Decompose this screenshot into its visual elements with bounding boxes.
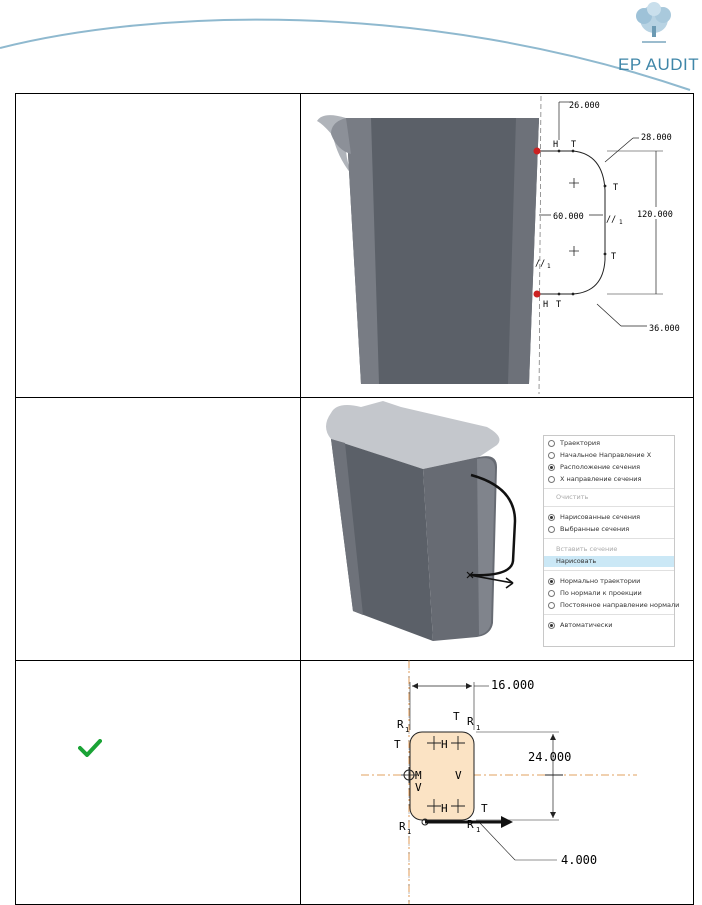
menu-item-normal-trajectory[interactable]	[544, 576, 674, 587]
constraint-index: 1	[476, 724, 481, 732]
menu-separator	[544, 538, 674, 539]
menu-separator	[544, 614, 674, 615]
dim-36: 36.000	[649, 324, 680, 334]
menu-item-label: По нормали к проекции	[560, 589, 642, 597]
menu-item-label: Нормально траектории	[560, 577, 641, 585]
constraint-t: T	[481, 802, 488, 815]
instruction-table	[15, 93, 694, 905]
constraint-index: 1	[405, 726, 410, 734]
constraint-t: T	[394, 738, 401, 751]
radio-icon	[548, 452, 555, 459]
menu-item-label: Автоматически	[560, 621, 613, 629]
menu-item-clear: Очистить	[556, 493, 589, 501]
menu-item-constant-normal[interactable]	[544, 600, 680, 611]
menu-item-label: Начальное Направление X	[560, 451, 652, 459]
constraint-r: R	[467, 715, 474, 728]
radio-icon	[548, 526, 555, 533]
dim-4: 4.000	[561, 853, 598, 867]
dim-120: 120.000	[637, 210, 673, 220]
trajectory-sketch	[301, 94, 693, 397]
constraint-t: T	[613, 183, 619, 193]
table-row	[16, 660, 693, 904]
constraint-h: H	[441, 802, 448, 815]
constraint-t: T	[453, 710, 460, 723]
sweep-context-menu	[543, 435, 680, 647]
radio-selected-icon	[548, 622, 555, 629]
dim-16: 16.000	[491, 678, 535, 692]
dim-28: 28.000	[641, 133, 672, 143]
menu-item-insert-section: Вставить сечение	[556, 545, 618, 553]
section-sketch	[301, 660, 693, 904]
constraint-t: T	[611, 252, 617, 262]
dim-26: 26.000	[569, 101, 600, 111]
menu-item-label: Траектория	[560, 439, 601, 447]
constraint-t: T	[571, 140, 577, 150]
constraint-index: 1	[407, 828, 412, 836]
menu-item-sketch[interactable]: Нарисовать	[544, 556, 674, 567]
constraint-m: M	[415, 769, 422, 782]
radio-selected-icon	[548, 578, 555, 585]
instruction-cell	[16, 397, 301, 660]
checkmark-icon	[78, 739, 102, 757]
page-header	[0, 0, 702, 95]
constraint-r: R	[467, 818, 474, 831]
menu-item-label: Выбранные сечения	[560, 525, 630, 533]
radio-selected-icon	[548, 464, 555, 471]
menu-item-label: Нарисованные сечения	[560, 513, 641, 521]
table-row	[16, 397, 693, 661]
constraint-v: V	[415, 781, 422, 794]
model-3d-view	[301, 397, 531, 660]
sketch-cell	[301, 94, 693, 397]
menu-item-section-x[interactable]	[544, 474, 674, 485]
instruction-cell	[16, 660, 301, 904]
constraint-parallel: //	[606, 215, 617, 225]
menu-item-label: Постоянное направление нормали	[560, 601, 680, 609]
dim-60: 60.000	[553, 212, 584, 222]
menu-separator	[544, 488, 674, 489]
constraint-t: T	[556, 300, 562, 310]
menu-item-automatic[interactable]	[544, 620, 674, 631]
tree-logo-icon	[624, 2, 684, 54]
menu-item-label: X направление сечения	[560, 475, 642, 483]
instruction-cell	[16, 94, 301, 397]
constraint-h: H	[553, 140, 559, 150]
radio-icon	[548, 602, 555, 609]
constraint-index: 1	[476, 826, 481, 834]
table-row	[16, 94, 693, 398]
radio-icon	[548, 590, 555, 597]
menu-item-label: Расположение сечения	[560, 463, 641, 471]
radio-selected-icon	[548, 514, 555, 521]
dim-24: 24.000	[528, 750, 572, 764]
constraint-h: H	[543, 300, 549, 310]
constraint-index: 1	[619, 219, 623, 226]
menu-separator	[544, 506, 674, 507]
menu-item-normal-projection[interactable]	[544, 588, 674, 599]
constraint-parallel: //	[535, 259, 546, 269]
logo-text: EP AUDIT	[618, 55, 700, 74]
menu-item-trajectory[interactable]	[544, 438, 674, 449]
model-cell	[301, 397, 693, 660]
section-sketch-cell	[301, 660, 693, 904]
constraint-h: H	[441, 738, 448, 751]
menu-item-sketched-sections[interactable]	[544, 512, 674, 523]
constraint-r: R	[397, 718, 404, 731]
radio-icon	[548, 476, 555, 483]
menu-item-start-x[interactable]	[544, 450, 674, 461]
menu-item-section-location[interactable]	[544, 462, 674, 473]
menu-item-selected-sections[interactable]	[544, 524, 674, 535]
constraint-index: 1	[547, 263, 551, 270]
radio-icon	[548, 440, 555, 447]
constraint-v: V	[455, 769, 462, 782]
menu-separator	[544, 570, 674, 571]
constraint-r: R	[399, 820, 406, 833]
header-swoosh	[0, 0, 702, 95]
